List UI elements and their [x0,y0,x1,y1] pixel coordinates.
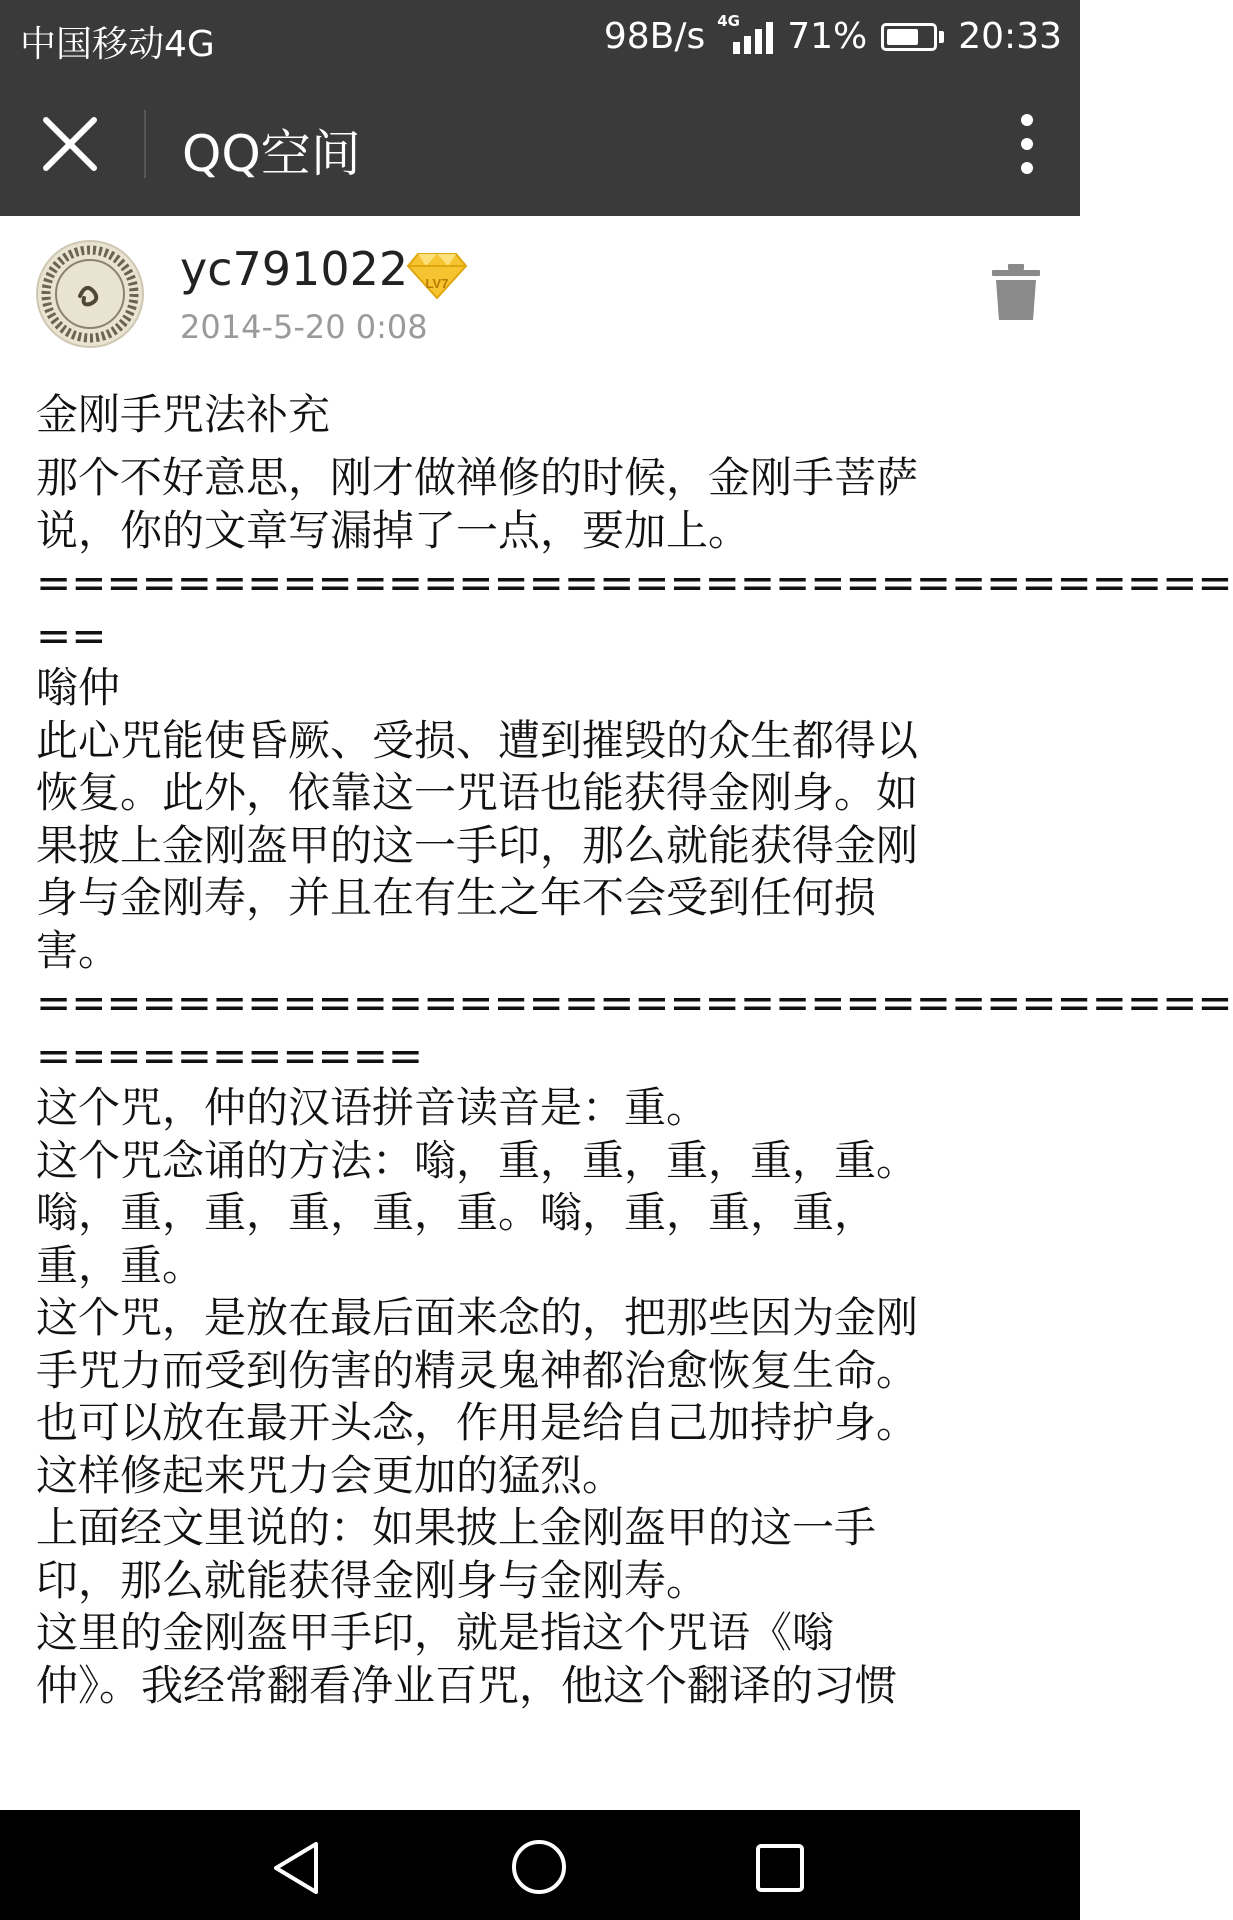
post-body-line: 上面经文里说的：如果披上金刚盔甲的这一手 [36,1503,877,1552]
post-time: 2014-5-20 0:08 [180,308,428,346]
carrier-label: 中国移动4G [20,24,215,65]
more-button[interactable] [1012,110,1042,178]
clock: 20:33 [958,16,1062,57]
post-body-line: 也可以放在最开头念，作用是给自己加持护身。 [36,1398,919,1447]
post-body-line: 印，那么就能获得金刚身与金刚寿。 [36,1555,709,1605]
page-title: QQ空间 [182,125,361,183]
post-body-line: 那个不好意思，刚才做禅修的时候，金刚手菩萨 [36,453,919,502]
home-button[interactable] [510,1838,568,1896]
avatar[interactable] [36,240,144,348]
post-body-line: 嗡，重，重，重，重，重。嗡，重，重，重， [36,1188,877,1237]
battery-percent: 71% [787,16,868,57]
close-button[interactable] [36,110,104,178]
title-divider [144,110,146,178]
trash-icon [992,264,1040,320]
network-type: 4G [717,11,740,30]
post-body-line: 说，你的文章写漏掉了一点，要加上。 [36,505,751,555]
signal-icon [717,11,773,54]
post-container [0,216,1233,1810]
post-title: 金刚手咒法补充 [36,390,331,439]
level-badge-text: LV7 [425,276,449,291]
post-body-line: 身与金刚寿，并且在有生之年不会受到任何损 [36,873,877,922]
close-icon [36,110,104,178]
back-triangle-icon [270,1840,326,1896]
delete-button[interactable] [992,264,1040,320]
recents-button[interactable] [754,1842,806,1894]
post-body-line: 这个咒，是放在最后面来念的，把那些因为金刚 [36,1293,919,1342]
post-body-line: 害。 [36,925,121,975]
level-badge [406,252,468,300]
post-body-line: 恢复。此外，依靠这一咒语也能获得金刚身。如 [36,768,919,817]
recents-square-icon [754,1842,806,1894]
navigation-bar [0,1810,1080,1920]
title-bar [0,72,1080,216]
network-speed: 98B/s [603,16,706,57]
diamond-badge-icon [406,252,468,300]
post-body-line: == [36,610,107,660]
post-body-line: 这样修起来咒力会更加的猛烈。 [36,1450,625,1500]
post-body-line: 仲》。我经常翻看净业百咒，他这个翻译的习惯 [36,1660,898,1710]
post-body-line: 这个咒，仲的汉语拼音读音是：重。 [36,1083,709,1132]
post-body-line: =========== [36,1030,424,1080]
post-body-line: ================================== [36,558,1233,607]
author-name[interactable]: yc791022 [180,242,409,296]
post-body-line: ================================== [36,978,1233,1027]
avatar-seal-icon [36,240,144,348]
post-body [36,452,1233,1712]
home-circle-icon [510,1838,568,1896]
status-right [590,11,1062,57]
post-body-line: 果披上金刚盔甲的这一手印，那么就能获得金刚 [36,820,919,870]
post-body-line: 此心咒能使昏厥、受损、遭到摧毁的众生都得以 [36,715,919,765]
post-body-line: 这里的金刚盔甲手印，就是指这个咒语《嗡 [36,1608,835,1657]
status-bar [0,0,1080,72]
post-body-line: 这个咒念诵的方法：嗡，重，重，重，重，重。 [36,1135,919,1185]
battery-icon [881,23,944,51]
post-body-line: 重，重。 [36,1240,205,1290]
post-body-line: 手咒力而受到伤害的精灵鬼神都治愈恢复生命。 [36,1345,919,1395]
back-button[interactable] [270,1840,326,1896]
more-vertical-icon [1012,110,1042,178]
post-body-line: 嗡仲 [36,663,121,712]
